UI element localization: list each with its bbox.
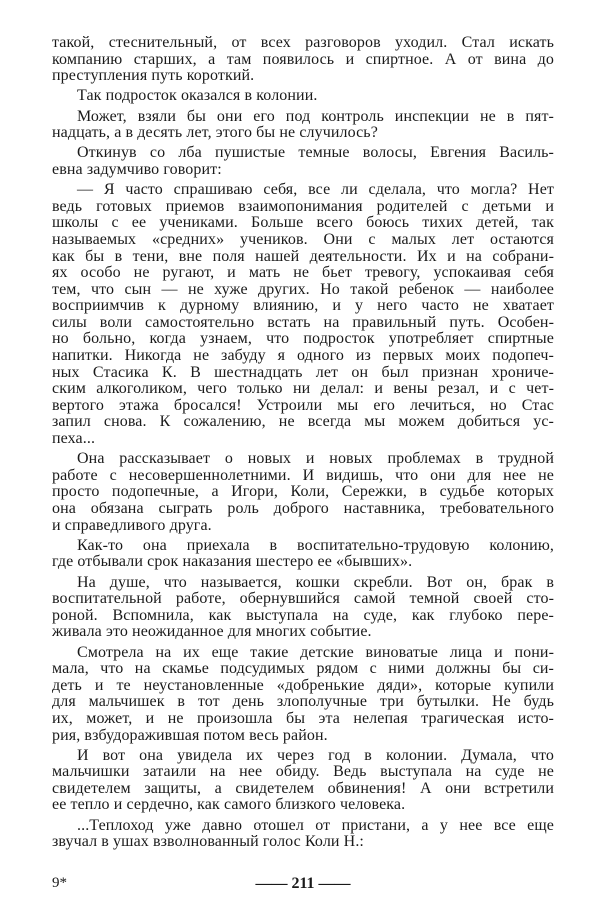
text-line: мала, что на скамье подсудимых рядом с ними должны бы си-	[52, 660, 554, 678]
text-line: как бы в тени, вне поля нашей деятельности. Их и на собрани-	[52, 247, 554, 265]
text-line: ведь готовых приемов взаимопонимания родителей с детьми и	[52, 197, 554, 215]
text-line: — Я часто спрашиваю себя, все ли сделала, что могла? Нет	[77, 181, 554, 199]
text-line: роной. Вспомнила, как выступала на суде, как глубоко пере-	[52, 606, 554, 624]
text-line: ским алкоголиком, чего только ни делал: и вены резал, и с чет-	[52, 380, 554, 398]
page-footer	[52, 875, 554, 895]
text-line: свидетелем защиты, а свидетелем обвинения! А они встретили	[52, 779, 554, 797]
text-line: Как-то она приехала в воспитательно-трудовую колонию,	[77, 536, 554, 554]
text-line: На душе, что называется, кошки скребли. Вот он, брак в	[77, 573, 554, 591]
paragraph	[52, 88, 554, 105]
text-line: Она рассказывает о новых и новых проблемах в трудной	[77, 450, 554, 468]
signature-mark: 9*	[52, 875, 67, 891]
text-line: просто подопечные, а Игори, Коли, Сережки, в судьбе которых	[52, 483, 554, 501]
text-line: для мальчишек в тот день злополучные три бутылки. Не будь	[52, 693, 554, 711]
text-line: ях особо не ругают, и мать не бьет тревогу, успокаивая себя	[52, 264, 554, 282]
text-line: воспитательной работе, обернувшийся самой темной своей сто-	[52, 590, 554, 608]
text-line: ее тепло и сердечно, как самого близкого человека.	[52, 796, 406, 814]
text-line: пеха...	[52, 430, 96, 448]
text-line: напитки. Никогда не забуду я одного из первых моих подопеч-	[52, 347, 554, 365]
text-line: где отбывали срок наказания шестеро ее «бывших».	[52, 553, 413, 571]
text-line: звучал в ушах взволнованный голос Коли Н.:	[52, 833, 364, 851]
paragraph	[52, 451, 554, 534]
text-line: их, может, и не произошла бы эта нелепая трагическая исто-	[52, 709, 554, 727]
text-line: евна задумчиво говорит:	[52, 160, 222, 178]
paragraph	[52, 35, 554, 85]
text-line: компанию старших, а там появилось и спиртное. А от вина до	[52, 50, 554, 68]
paragraph	[52, 645, 554, 745]
text-line: называемых «средних» учеников. Они с малых лет остаются	[52, 230, 554, 248]
text-line: вертого этажа бросался! Устроили мы его лечиться, но Стас	[52, 396, 554, 414]
text-line: ных Стасика К. В шестнадцать лет он был признан хрониче-	[52, 363, 554, 381]
paragraph	[52, 538, 554, 571]
text-line: но больно, когда узнаем, что подросток употребляет спиртные	[52, 330, 554, 348]
text-line: живала это неожиданное для многих событие.	[52, 623, 372, 641]
text-line: Смотрела на их еще такие детские виноватые лица и пони-	[77, 643, 554, 661]
text-line: школы с ее учениками. Больше всего боюсь тихих детей, так	[52, 214, 554, 232]
paragraph	[52, 575, 554, 641]
page-number: —— 211 ——	[255, 875, 351, 892]
paragraph	[52, 109, 554, 142]
text-line: и справедливого друга.	[52, 516, 212, 534]
page-body-text	[52, 35, 554, 854]
text-line: восприимчив к дурному влиянию, и у него часто не хватает	[52, 297, 554, 315]
text-line: такой, стеснительный, от всех разговоров уходил. Стал искать	[52, 34, 554, 51]
paragraph	[52, 182, 554, 448]
text-line: работе с несовершеннолетними. И видишь, что они для нее не	[52, 466, 554, 484]
paragraph	[52, 748, 554, 814]
text-line: Откинув со лба пушистые темные волосы, Евгения Василь-	[77, 144, 554, 162]
paragraph	[52, 818, 554, 851]
text-line: надцать, а в десять лет, этого бы не случилось?	[52, 124, 378, 142]
text-line: Так подросток оказался в колонии.	[77, 87, 318, 105]
text-line: Может, взяли бы они его под контроль инспекции не в пят-	[77, 107, 554, 125]
text-line: запил снова. К сожалению, не всегда мы можем добиться ус-	[52, 413, 554, 431]
paragraph	[52, 145, 554, 178]
text-line: тем, что сын — не хуже других. Но такой ребенок — наиболее	[52, 280, 554, 298]
text-line: рия, взбудоражившая потом весь район.	[52, 726, 328, 744]
text-line: силы воли самостоятельно встать на правильный путь. Особен-	[52, 313, 554, 331]
text-line: И вот она увидела их через год в колонии. Думала, что	[77, 746, 554, 764]
text-line: она обязана сыграть роль доброго наставника, требовательного	[52, 500, 554, 517]
text-line: преступления путь короткий.	[52, 67, 255, 85]
text-line: мальчишки затаили на нее обиду. Ведь выступала на суде не	[52, 763, 554, 781]
text-line: деть и те неустановленные «добренькие дяди», которые купили	[52, 676, 554, 694]
text-line: ...Теплоход уже давно отошел от пристани, а у нее все еще	[77, 816, 554, 834]
